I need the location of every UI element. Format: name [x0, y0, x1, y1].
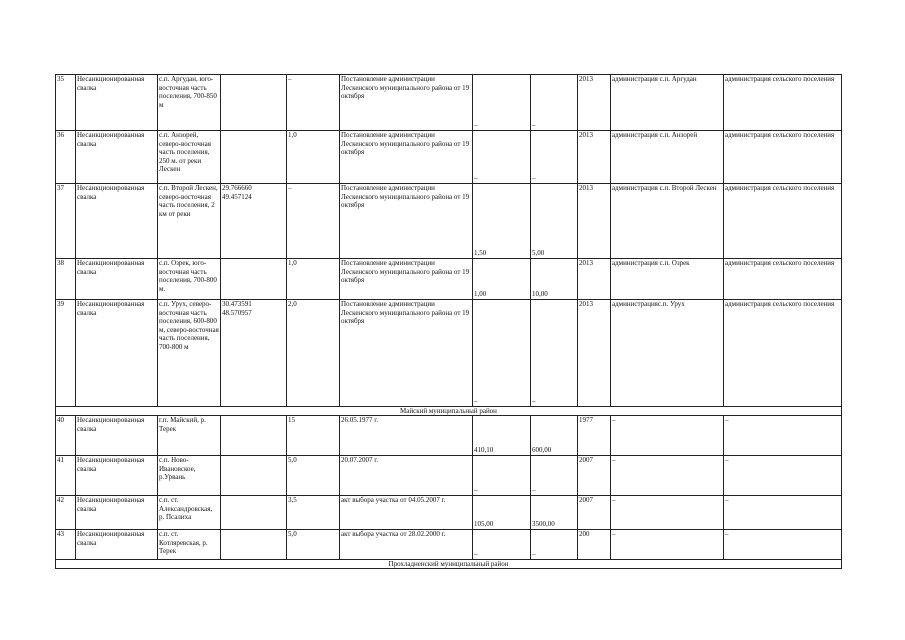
- volume-cell: 410,10: [473, 416, 531, 456]
- table-row: [56, 131, 842, 184]
- document-cell: 20.07.2007 г.: [340, 456, 473, 496]
- year-cell: 2007: [578, 456, 611, 496]
- object-type-cell: Несанкционированная свалка: [76, 184, 158, 259]
- table-row: [56, 184, 842, 259]
- responsible-cell: администрация сельского поселения: [724, 131, 842, 184]
- responsible-cell: администрация сельского поселения: [724, 259, 842, 300]
- document-cell: Постановление администрации Лескенского муниципального района от 19 октября: [340, 259, 473, 300]
- volume-cell: 1,00: [473, 259, 531, 300]
- table-row: [56, 300, 842, 407]
- capacity-cell: 600,00: [531, 416, 578, 456]
- row-number-cell: 36: [56, 131, 76, 184]
- capacity-cell: 5,00: [531, 184, 578, 259]
- owner-cell: –: [611, 456, 724, 496]
- location-cell: с.п. Ново-Ивановское, р.Урвань: [158, 456, 221, 496]
- dump-registry-table: [55, 74, 842, 569]
- location-cell: с.п. ст. Котляревская, р. Терек: [158, 530, 221, 560]
- location-cell: с.п. Урух, северо-восточная часть поселения, 600-800 м, северо-восточная часть поселения, 700-800 м: [158, 300, 221, 407]
- coordinates-cell: [221, 131, 287, 184]
- volume-cell: –: [473, 75, 531, 131]
- owner-cell: администрацияс.п. Урух: [611, 300, 724, 407]
- row-number-cell: 42: [56, 496, 76, 530]
- object-type-cell: Несанкционированная свалка: [76, 496, 158, 530]
- responsible-cell: администрация сельского поселения: [724, 184, 842, 259]
- owner-cell: –: [611, 530, 724, 560]
- object-type-cell: Несанкционированная свалка: [76, 300, 158, 407]
- year-cell: 200: [578, 530, 611, 560]
- area-cell: 3,5: [287, 496, 340, 530]
- volume-cell: –: [473, 300, 531, 407]
- responsible-cell: –: [724, 530, 842, 560]
- owner-cell: администрация с.п. Аргудан: [611, 75, 724, 131]
- location-cell: г.п. Майский, р. Терек: [158, 416, 221, 456]
- responsible-cell: –: [724, 456, 842, 496]
- location-cell: с.п. Анзорей, северо-восточная часть поселения, 250 м. от реки Лескен: [158, 131, 221, 184]
- owner-cell: администрация с.п. Озрек: [611, 259, 724, 300]
- year-cell: 2013: [578, 184, 611, 259]
- document-cell: Постановление администрации Лескенского муниципального района от 19 октября: [340, 300, 473, 407]
- coordinates-cell: [221, 416, 287, 456]
- capacity-cell: –: [531, 300, 578, 407]
- row-number-cell: 38: [56, 259, 76, 300]
- capacity-cell: 3500,00: [531, 496, 578, 530]
- owner-cell: –: [611, 416, 724, 456]
- year-cell: 2013: [578, 300, 611, 407]
- document-cell: Постановление администрации Лескенского муниципального района от 19 октября: [340, 184, 473, 259]
- capacity-cell: –: [531, 456, 578, 496]
- location-cell: с.п. Второй Лескен, северо-восточная часть поселения, 2 км от реки: [158, 184, 221, 259]
- year-cell: 2013: [578, 75, 611, 131]
- table-row: [56, 496, 842, 530]
- object-type-cell: Несанкционированная свалка: [76, 530, 158, 560]
- document-cell: Постановление администрации Лескенского муниципального района от 19 октября: [340, 131, 473, 184]
- capacity-cell: –: [531, 75, 578, 131]
- object-type-cell: Несанкционированная свалка: [76, 416, 158, 456]
- owner-cell: –: [611, 496, 724, 530]
- location-cell: с.п. ст. Александровская, р. Псалиха: [158, 496, 221, 530]
- responsible-cell: –: [724, 496, 842, 530]
- object-type-cell: Несанкционированная свалка: [76, 75, 158, 131]
- coordinates-cell: [221, 75, 287, 131]
- location-cell: с.п. Озрек, юго-восточная часть поселения, 700-800 м.: [158, 259, 221, 300]
- area-cell: 5,0: [287, 530, 340, 560]
- table-row: [56, 416, 842, 456]
- volume-cell: –: [473, 530, 531, 560]
- section-title: Майский муниципальный район: [56, 407, 842, 416]
- object-type-cell: Несанкционированная свалка: [76, 456, 158, 496]
- area-cell: 2,0: [287, 300, 340, 407]
- area-cell: –: [287, 184, 340, 259]
- document-cell: акт выбора участка от 04.05.2007 г.: [340, 496, 473, 530]
- capacity-cell: –: [531, 530, 578, 560]
- volume-cell: 105,00: [473, 496, 531, 530]
- row-number-cell: 35: [56, 75, 76, 131]
- table-row: [56, 530, 842, 560]
- row-number-cell: 41: [56, 456, 76, 496]
- section-row: [56, 560, 842, 569]
- responsible-cell: –: [724, 416, 842, 456]
- area-cell: 1,0: [287, 131, 340, 184]
- table-row: [56, 456, 842, 496]
- coordinates-cell: [221, 456, 287, 496]
- responsible-cell: администрация сельского поселения: [724, 75, 842, 131]
- coordinates-cell: [221, 259, 287, 300]
- object-type-cell: Несанкционированная свалка: [76, 131, 158, 184]
- document-cell: акт выбора участка от 28.02.2000 г.: [340, 530, 473, 560]
- responsible-cell: администрация сельского поселения: [724, 300, 842, 407]
- row-number-cell: 37: [56, 184, 76, 259]
- area-cell: –: [287, 75, 340, 131]
- area-cell: 15: [287, 416, 340, 456]
- coordinates-cell: 30.473591 48.570957: [221, 300, 287, 407]
- capacity-cell: –: [531, 131, 578, 184]
- table-row: [56, 259, 842, 300]
- section-title: Прохладненский муниципальный район: [56, 560, 842, 569]
- document-cell: 26.05.1977 г.: [340, 416, 473, 456]
- coordinates-cell: [221, 496, 287, 530]
- capacity-cell: 10,00: [531, 259, 578, 300]
- year-cell: 2007: [578, 496, 611, 530]
- year-cell: 2013: [578, 131, 611, 184]
- row-number-cell: 40: [56, 416, 76, 456]
- volume-cell: –: [473, 456, 531, 496]
- year-cell: 2013: [578, 259, 611, 300]
- table-row: [56, 75, 842, 131]
- coordinates-cell: [221, 530, 287, 560]
- document-cell: Постановление администрации Лескенского муниципального района от 19 октября: [340, 75, 473, 131]
- object-type-cell: Несанкционированная свалка: [76, 259, 158, 300]
- area-cell: 5,0: [287, 456, 340, 496]
- row-number-cell: 39: [56, 300, 76, 407]
- volume-cell: 1,50: [473, 184, 531, 259]
- area-cell: 1,0: [287, 259, 340, 300]
- section-row: [56, 407, 842, 416]
- coordinates-cell: 29.766660 49.457124: [221, 184, 287, 259]
- owner-cell: администрация с.п. Анзорей: [611, 131, 724, 184]
- owner-cell: администрация с.п. Второй Лескен: [611, 184, 724, 259]
- volume-cell: –: [473, 131, 531, 184]
- year-cell: 1977: [578, 416, 611, 456]
- row-number-cell: 43: [56, 530, 76, 560]
- location-cell: с.п. Аргудан, юго-восточная часть поселения, 700-850 м: [158, 75, 221, 131]
